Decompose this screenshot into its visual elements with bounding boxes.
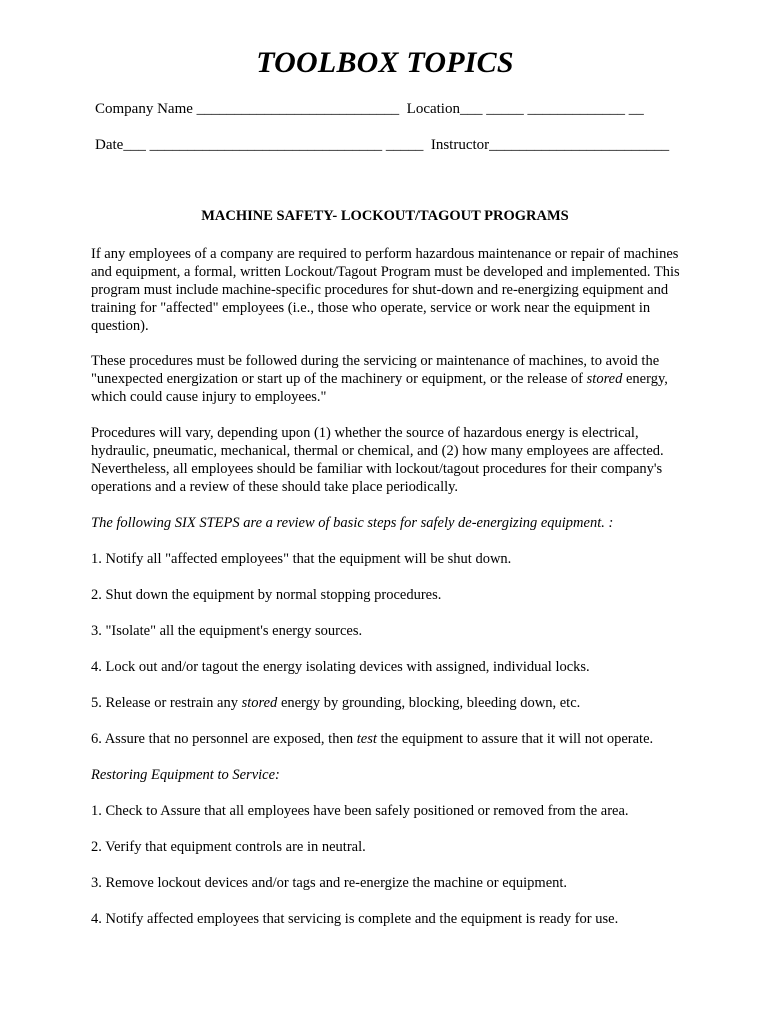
- step-text-a: 5. Release or restrain any: [91, 695, 242, 711]
- paragraph-procedures-text-b: energy, which could cause injury to employees.": [91, 371, 668, 405]
- company-location-line: [95, 101, 644, 118]
- instructor-label: Instructor: [430, 137, 490, 153]
- company-name-label: Company Name: [95, 101, 193, 117]
- step-emphasis: stored: [241, 695, 278, 711]
- instructor-blank: ________________________: [489, 137, 670, 153]
- location-blank: ___ _____ _____________ __: [459, 101, 644, 117]
- step-item: 4. Lock out and/or tagout the energy isolating devices with assigned, individual locks.: [91, 659, 590, 675]
- step-emphasis: test: [356, 731, 377, 747]
- restore-item: 2. Verify that equipment controls are in neutral.: [91, 839, 366, 855]
- paragraph-variation: Procedures will vary, depending upon (1) whether the source of hazardous energy is electrical, hydraulic, pneumatic, mechanical, thermal or chemical, and (2) how many employees are affected. Nevertheless, all employees should be familiar with lockout/tagout procedures for their company's operations and a review of these should take place periodically.: [91, 425, 664, 495]
- paragraph-procedures: [91, 352, 683, 406]
- step-item: 1. Notify all "affected employees" that the equipment will be shut down.: [91, 551, 512, 567]
- step-text-b: energy by grounding, blocking, bleeding down, etc.: [277, 695, 581, 711]
- step-text-a: 6. Assure that no personnel are exposed, then: [91, 731, 357, 747]
- step-item: [91, 694, 691, 712]
- location-label: Location: [406, 101, 460, 117]
- date-blank: ___ _______________________________ _____: [123, 137, 428, 153]
- restore-item: 4. Notify affected employees that servicing is complete and the equipment is ready for use.: [91, 911, 619, 927]
- restore-item: 3. Remove lockout devices and/or tags and re-energize the machine or equipment.: [91, 875, 568, 891]
- six-steps-intro: The following SIX STEPS are a review of basic steps for safely de-energizing equipment. :: [91, 515, 614, 531]
- step-text-b: the equipment to assure that it will not operate.: [376, 731, 654, 747]
- restoring-heading: Restoring Equipment to Service:: [91, 767, 280, 783]
- company-name-blank: ___________________________: [192, 101, 403, 117]
- step-item: 2. Shut down the equipment by normal stopping procedures.: [91, 587, 442, 603]
- step-item: 3. "Isolate" all the equipment's energy sources.: [91, 623, 363, 639]
- restore-item: 1. Check to Assure that all employees have been safely positioned or removed from the area.: [91, 803, 629, 819]
- paragraph-procedures-emphasis: stored: [586, 371, 623, 387]
- page-title: TOOLBOX TOPICS: [256, 46, 514, 79]
- paragraph-intro: If any employees of a company are required to perform hazardous maintenance or repair of machines and equipment, a formal, written Lockout/Tagout Program must be developed and implemented. This program must include machine-specific procedures for shut-down and re-energizing equipment and training for "affected" employees (i.e., those who operate, service or work near the equipment in question).: [91, 246, 680, 334]
- section-heading: MACHINE SAFETY- LOCKOUT/TAGOUT PROGRAMS: [201, 208, 569, 224]
- date-label: Date: [95, 137, 124, 153]
- date-instructor-line: [95, 137, 669, 154]
- paragraph-procedures-text-a: These procedures must be followed during the servicing or maintenance of machines, to avoid the "unexpected energization or start up of the machinery or equipment, or the release of: [91, 353, 660, 387]
- step-item: [91, 730, 691, 748]
